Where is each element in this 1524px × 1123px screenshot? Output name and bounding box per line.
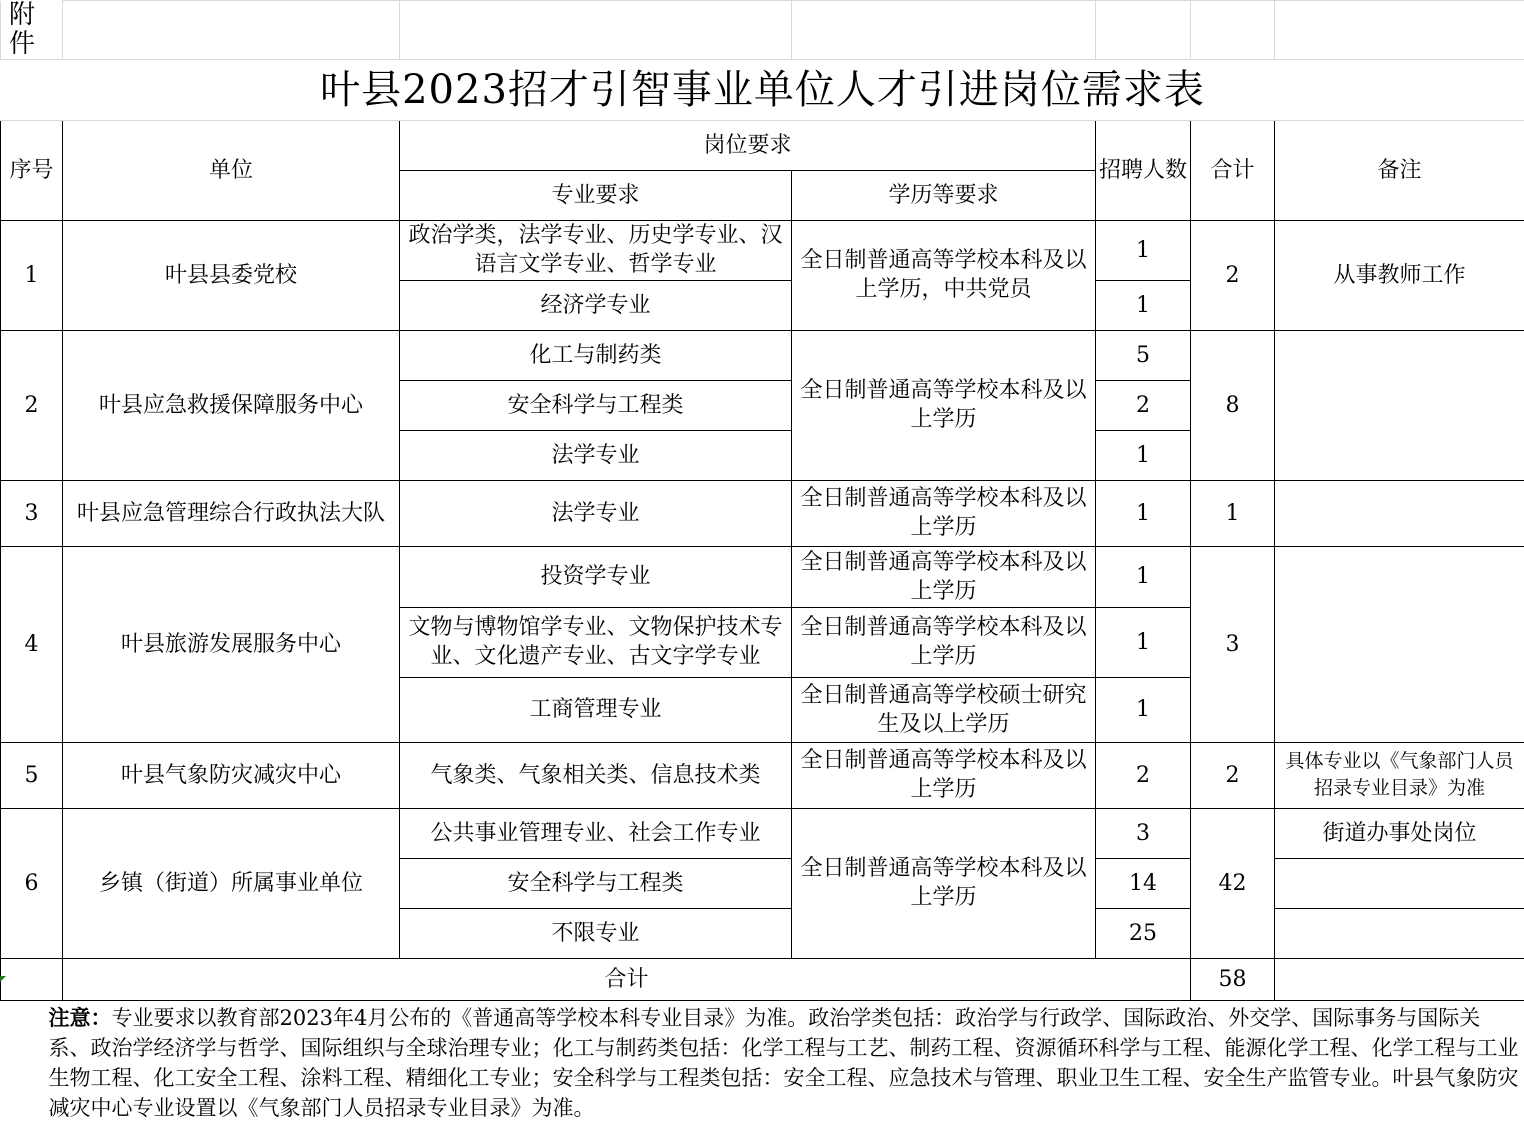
header-recruit-count: 招聘人数 — [1096, 120, 1191, 220]
count-cell: 1 — [1096, 220, 1191, 280]
header-seq: 序号 — [1, 120, 63, 220]
empty-cell[interactable] — [1096, 1, 1191, 60]
count-cell: 1 — [1096, 546, 1191, 607]
count-cell: 2 — [1096, 380, 1191, 430]
count-cell: 1 — [1096, 430, 1191, 480]
table-row — [1, 546, 1524, 607]
count-cell: 5 — [1096, 330, 1191, 380]
count-cell: 1 — [1096, 677, 1191, 742]
header-remarks: 备注 — [1275, 120, 1524, 220]
header-position-requirements: 岗位要求 — [400, 120, 1096, 170]
remark-cell — [1275, 858, 1524, 908]
unit-cell: 叶县气象防灾减灾中心 — [63, 742, 400, 808]
seq-cell: 6 — [1, 808, 63, 958]
education-cell: 全日制普通高等学校本科及以上学历 — [792, 480, 1096, 546]
count-cell: 1 — [1096, 480, 1191, 546]
major-cell: 安全科学与工程类 — [400, 380, 792, 430]
count-cell: 1 — [1096, 607, 1191, 677]
count-cell: 1 — [1096, 280, 1191, 330]
empty-cell[interactable] — [400, 1, 792, 60]
empty-cell — [1, 958, 63, 1000]
major-cell: 政治学类，法学专业、历史学专业、汉语言文学专业、哲学专业 — [400, 220, 792, 280]
page-title: 叶县2023招才引智事业单位人才引进岗位需求表 — [1, 59, 1524, 120]
note-text: 专业要求以教育部2023年4月公布的《普通高等学校本科专业目录》为准。政治学类包括：政治学与行政学、国际政治、外交学、国际事务与国际关系、政治学经济学与哲学、国际组织与全球治理专业；化工与制药类包括：化学工程与工艺、制药工程、资源循环科学与工程、能源化学工程、化学工程与工业生物工程、化工安全工程、涂料工程、精细化工专业；安全科学与工程类包括：安全工程、应急技术与管理、职业卫生工程、安全生产监管专业。叶县气象防灾减灾中心专业设置以《气象部门人员招录专业目录》为准。 — [49, 1006, 1519, 1120]
total-row — [1, 958, 1524, 1000]
seq-cell: 1 — [1, 220, 63, 330]
subtotal-cell: 42 — [1191, 808, 1275, 958]
note-block — [1, 1000, 1524, 1123]
remark-cell — [1275, 546, 1524, 742]
remark-cell: 从事教师工作 — [1275, 220, 1524, 330]
subtotal-cell: 8 — [1191, 330, 1275, 480]
seq-cell: 4 — [1, 546, 63, 742]
seq-cell: 5 — [1, 742, 63, 808]
unit-cell: 叶县应急管理综合行政执法大队 — [63, 480, 400, 546]
major-cell: 气象类、气象相关类、信息技术类 — [400, 742, 792, 808]
education-cell: 全日制普通高等学校本科及以上学历 — [792, 546, 1096, 607]
unit-cell: 叶县应急救援保障服务中心 — [63, 330, 400, 480]
major-cell: 法学专业 — [400, 480, 792, 546]
major-cell: 文物与博物馆学专业、文物保护技术专业、文化遗产专业、古文字学专业 — [400, 607, 792, 677]
header-subtotal: 合计 — [1191, 120, 1275, 220]
total-label: 合计 — [63, 958, 1191, 1000]
major-cell: 化工与制药类 — [400, 330, 792, 380]
education-cell: 全日制普通高等学校本科及以上学历，中共党员 — [792, 220, 1096, 330]
major-cell: 安全科学与工程类 — [400, 858, 792, 908]
note-label: 注意： — [49, 1006, 112, 1030]
empty-cell — [1275, 958, 1524, 1000]
subtotal-cell: 2 — [1191, 742, 1275, 808]
subtotal-cell: 1 — [1191, 480, 1275, 546]
remark-cell — [1275, 330, 1524, 480]
education-cell: 全日制普通高等学校硕士研究生及以上学历 — [792, 677, 1096, 742]
table-row — [1, 480, 1524, 546]
education-cell: 全日制普通高等学校本科及以上学历 — [792, 330, 1096, 480]
header-unit: 单位 — [63, 120, 400, 220]
count-cell: 14 — [1096, 858, 1191, 908]
seq-cell: 2 — [1, 330, 63, 480]
remark-cell: 街道办事处岗位 — [1275, 808, 1524, 858]
table-row — [1, 220, 1524, 280]
subtotal-cell: 3 — [1191, 546, 1275, 742]
count-cell: 3 — [1096, 808, 1191, 858]
header-major-requirement: 专业要求 — [400, 170, 792, 220]
count-cell: 2 — [1096, 742, 1191, 808]
attachment-label: 附件 — [1, 1, 63, 60]
remark-cell — [1275, 908, 1524, 958]
total-value: 58 — [1191, 958, 1275, 1000]
education-cell: 全日制普通高等学校本科及以上学历 — [792, 607, 1096, 677]
count-cell: 25 — [1096, 908, 1191, 958]
unit-cell: 叶县旅游发展服务中心 — [63, 546, 400, 742]
subtotal-cell: 2 — [1191, 220, 1275, 330]
seq-cell: 3 — [1, 480, 63, 546]
table-row — [1, 742, 1524, 808]
remark-cell: 具体专业以《气象部门人员招录专业目录》为准 — [1275, 742, 1524, 808]
major-cell: 不限专业 — [400, 908, 792, 958]
unit-cell: 叶县县委党校 — [63, 220, 400, 330]
major-cell: 法学专业 — [400, 430, 792, 480]
empty-cell[interactable] — [1275, 1, 1524, 60]
major-cell: 工商管理专业 — [400, 677, 792, 742]
cell-marker — [0, 976, 6, 982]
education-cell: 全日制普通高等学校本科及以上学历 — [792, 808, 1096, 958]
table-row — [1, 330, 1524, 380]
header-education-requirement: 学历等要求 — [792, 170, 1096, 220]
table-row — [1, 808, 1524, 858]
unit-cell: 乡镇（街道）所属事业单位 — [63, 808, 400, 958]
education-cell: 全日制普通高等学校本科及以上学历 — [792, 742, 1096, 808]
empty-cell[interactable] — [1191, 1, 1275, 60]
remark-cell — [1275, 480, 1524, 546]
empty-cell[interactable] — [63, 1, 400, 60]
empty-cell[interactable] — [792, 1, 1096, 60]
major-cell: 投资学专业 — [400, 546, 792, 607]
major-cell: 公共事业管理专业、社会工作专业 — [400, 808, 792, 858]
major-cell: 经济学专业 — [400, 280, 792, 330]
